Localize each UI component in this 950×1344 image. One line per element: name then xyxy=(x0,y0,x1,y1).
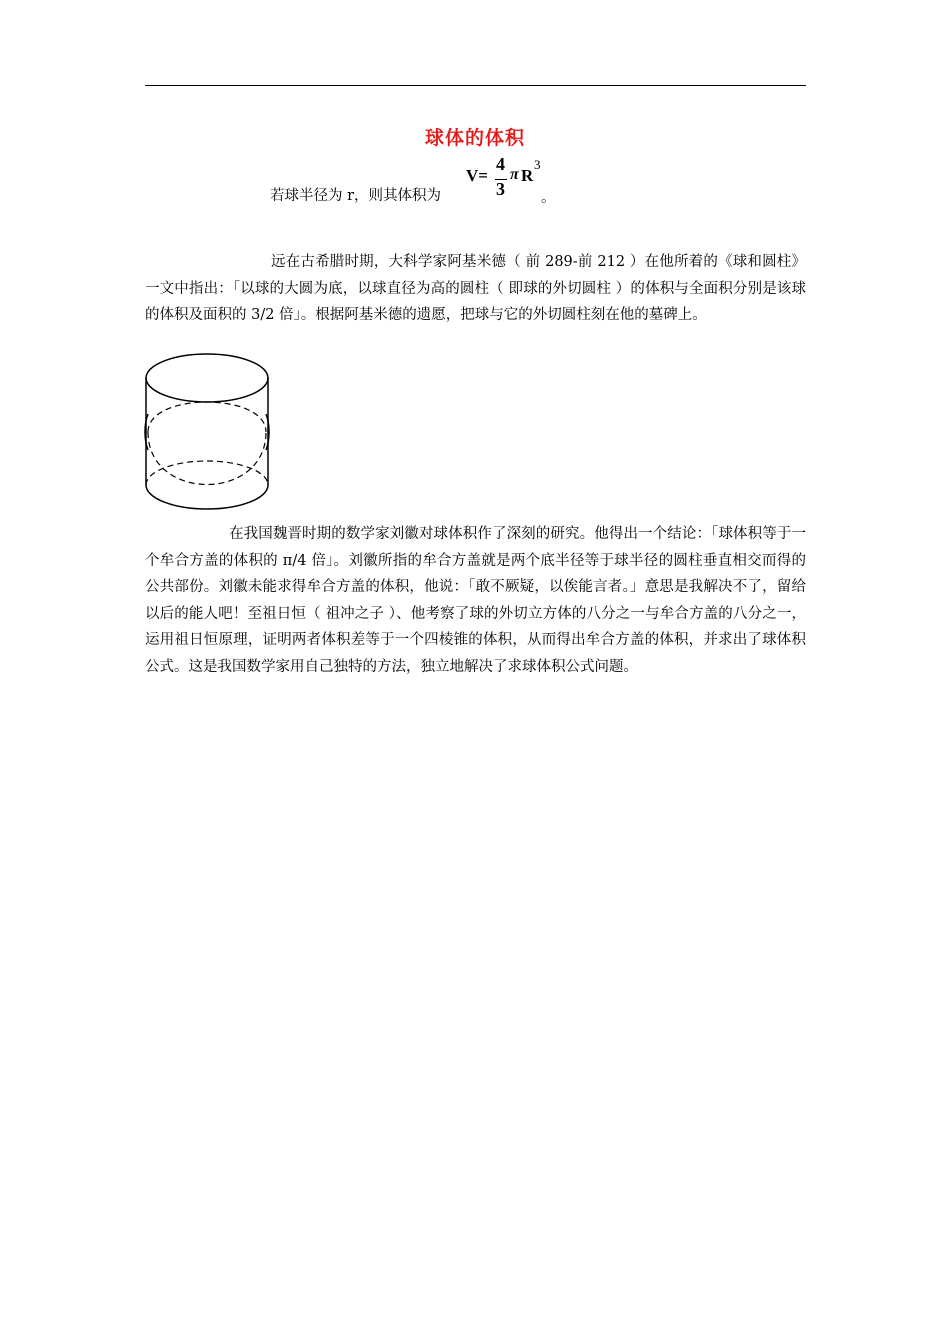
paragraph-archimedes: 远在古希腊时期，大科学家阿基米德（ 前 289-前 212 ）在他所着的《球和圆柱》一文中指出：「以球的大圆为底，以球直径为高的圆柱（ 即球的外切圆柱 ）的体积与全面积分别是该球的体积及面积的 3/2 倍」。根据阿基米德的遗愿，把球与它的外切圆柱刻在他的墓碑上。 xyxy=(145,254,806,323)
intro-period: 。 xyxy=(541,190,556,206)
sphere-upper-outline xyxy=(148,402,266,432)
formula-denominator: 3 xyxy=(496,179,505,199)
intro-text: 若球半径为 r，则其体积为 xyxy=(270,188,442,204)
formula-lhs: V= xyxy=(466,166,488,185)
page-title: 球体的体积 xyxy=(424,127,525,149)
formula-pi: π xyxy=(510,166,519,183)
cylinder-top-ellipse xyxy=(146,354,268,402)
formula-radius: R xyxy=(521,166,534,185)
sphere-in-cylinder-figure xyxy=(144,352,274,514)
formula-numerator: 4 xyxy=(496,154,505,174)
sphere-lower-outline xyxy=(148,432,266,485)
paragraph-liuhui: 在我国魏晋时期的数学家刘徽对球体积作了深刻的研究。他得出一个结论：「球体积等于一个牟合方盖的体积的 π/4 倍」。刘徽所指的牟合方盖就是两个底半径等于球半径的圆柱垂直相交而得的公共部份。刘徽未能求得牟合方盖的体积，他说：「敢不厥疑，以俟能言者。」意思是我解决不了，留给以后的能人吧！至祖日恒（ 祖冲之子 ）、他考察了球的外切立方体的八分之一与牟合方盖的八分之一，运用祖日恒原理，证明两者体积差等于一个四棱锥的体积，从而得出牟合方盖的体积，并求出了球体积公式。这是我国数学家用自己独特的方法，独立地解决了求球体积公式问题。 xyxy=(145,526,806,675)
sphere-in-cylinder-drawing xyxy=(144,352,274,514)
cylinder-bottom-front xyxy=(146,485,268,509)
formula-exponent: 3 xyxy=(534,157,541,172)
header-rule xyxy=(145,85,806,86)
cylinder-bottom-back xyxy=(146,461,268,485)
